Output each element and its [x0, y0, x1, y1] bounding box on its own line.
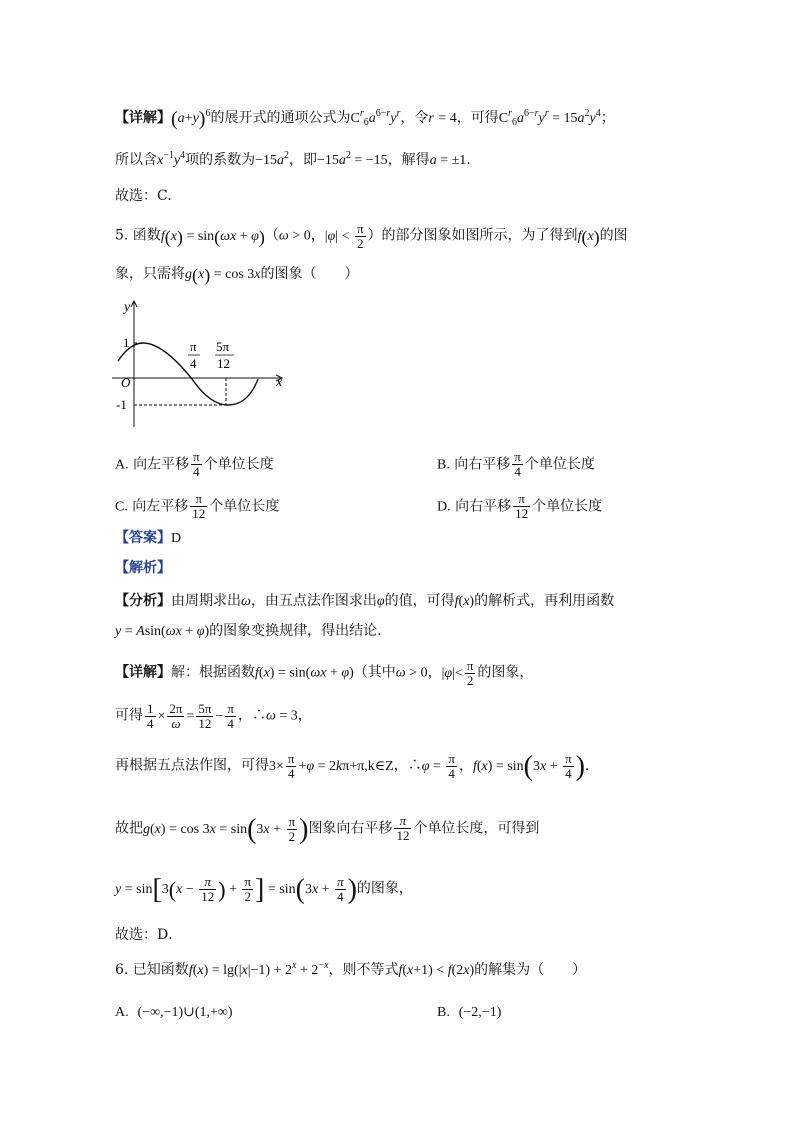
text: ，即	[288, 152, 317, 168]
text: 的展开式的通项公式为	[210, 110, 351, 126]
detail-2-line-3: 再根据五点法作图，可得3× $\frac{\pi}{4}$ +φ = 2kπ+π,k∈Z，∴φ = $\frac{\pi}{4}$ ，f(x) = sin(3x + $\frac{\pi}{4}$ )．	[115, 750, 599, 782]
q6-option-a[interactable]: A. (−∞,−1)∪(1,+∞)	[115, 1005, 233, 1020]
fenxi-tag: 【分析】	[115, 593, 171, 609]
detail-2-line-6: 故选：D．	[115, 927, 183, 943]
question-number: 5. 函数	[115, 227, 161, 244]
option-a[interactable]: A. 向左平移 $\frac{\pi}{4}$ 个单位长度	[115, 449, 274, 479]
formula-coef: $-15a^2$	[255, 150, 289, 168]
option-d[interactable]: D. 向右平移 $\frac{\pi}{12}$ 个单位长度	[437, 491, 603, 521]
formula-term: $x^{-1}y^4$	[157, 150, 186, 168]
question-6: 6. 已知函数$f(x) = \lg(|x|-1) + 2^x + 2^{-x}$，则不等式f(x+1) < f(2x)的解集为（ ）	[115, 960, 587, 978]
formula-fx: f(x)	[577, 226, 600, 247]
x-tick-pi-4-den: 4	[190, 356, 197, 371]
formula-g: g(x) = cos 3x	[185, 264, 261, 285]
text: 的图象（ ）	[260, 266, 359, 282]
y-tick-minus-1: -1	[116, 397, 127, 412]
formula-r: r	[428, 111, 434, 126]
text: ，令	[400, 110, 429, 126]
q6-option-b[interactable]: B. (−2,−1)	[437, 1005, 502, 1020]
y-tick-1: 1	[123, 335, 130, 350]
detail-2-line-4: 故把g(x) = cos 3x = sin(3x + $\frac{\pi}{2}$ )图象向右平移 $\frac{\pi}{12}$ 个单位长度，可得到	[115, 813, 540, 845]
detail-2-line-5: y = sin[3(x − $\frac{\pi}{12}$ ) + $\frac{\pi}{2}$ ] = sin(3x + $\frac{\pi}{4}$ )的图象，	[115, 873, 413, 905]
choice-line: 故选：C.	[115, 188, 172, 204]
detail-2-line-2: 可得 $\frac{1}{4}$ × $\frac{2\pi}{\omega}$ = $\frac{5\pi}{12}$ − $\frac{\pi}{4}$ ，∴ω = 3，	[115, 701, 312, 731]
formula-general-term: $C^r_6a^{6-r}y^r$	[350, 108, 401, 128]
fenxi-line-2: y = Asin(ωx + φ)的图象变换规律，得出结论．	[115, 623, 392, 639]
answer-line	[115, 528, 181, 549]
formula-f: f(x) = sin(ωx + φ)	[160, 226, 265, 247]
formula-phi: |φ| < $\frac{\pi}{2}$	[324, 221, 364, 251]
option-b[interactable]: B. 向右平移 $\frac{\pi}{4}$ 个单位长度	[437, 449, 595, 479]
formula-eq: $-15a^2 = -15$	[316, 150, 388, 168]
text: ；	[600, 110, 615, 126]
text: 项的系数为	[185, 152, 256, 168]
origin-label: O	[121, 375, 131, 390]
detail-2-line-1: 【详解】解：根据函数f(x) = sin(ωx + φ)（其中ω > 0，|φ|< $\frac{\pi}{2}$ 的图象，	[115, 658, 534, 688]
x-tick-5pi-12-den: 12	[217, 356, 230, 371]
fenxi-line-1: 【分析】由周期求出ω，由五点法作图求出φ的值，可得f(x)的解析式，再利用函数	[115, 593, 615, 609]
y-axis-label: y	[124, 300, 131, 315]
question-5-line-2	[115, 264, 359, 285]
text: ，可得	[456, 110, 499, 126]
analysis-line	[115, 558, 171, 578]
sine-curve	[118, 343, 258, 405]
text: 所以含	[115, 152, 157, 168]
text: 的图	[599, 227, 628, 244]
text: 象，只需将	[115, 266, 185, 282]
text: .	[466, 152, 471, 168]
question-5-line-1: 5. 函数f(x) = sin(ωx + φ)（ω > 0，|φ| < $\frac{\pi}{2}$ ）的部分图象如图所示，为了得到f(x)的图	[115, 221, 628, 251]
option-c[interactable]: C. 向左平移 $\frac{\pi}{12}$ 个单位长度	[115, 491, 280, 521]
function-graph	[110, 295, 300, 435]
detail-line-1: 【详解】$(a+y)^6$的展开式的通项公式为$C^r_6a^{6-r}y^r$，令r = 4，可得$C^r_6a^{6-r}y^r = 15a^2y^4$；	[115, 107, 615, 130]
formula-sol: a = ±1	[429, 153, 467, 168]
formula-binomial: $(a+y)^6$	[171, 107, 211, 130]
x-axis-label: x	[276, 375, 283, 390]
answer-value: D	[171, 531, 182, 546]
detail-tag: 【详解】	[115, 110, 171, 126]
detail-line-2	[115, 150, 471, 171]
answer-tag: 【答案】	[115, 530, 171, 546]
text: ，解得	[387, 152, 430, 168]
x-tick-5pi-12-num: 5π	[216, 339, 230, 354]
text: ，	[310, 227, 325, 244]
text: （	[264, 227, 279, 244]
analysis-tag: 【解析】	[115, 560, 171, 576]
x-tick-pi-4-num: π	[190, 339, 197, 354]
formula-result: $C^r_6a^{6-r}y^r = 15a^2y^4$	[498, 108, 601, 128]
text: ）的部分图象如图所示，为了得到	[367, 227, 578, 244]
formula-omega: ω	[278, 228, 289, 244]
